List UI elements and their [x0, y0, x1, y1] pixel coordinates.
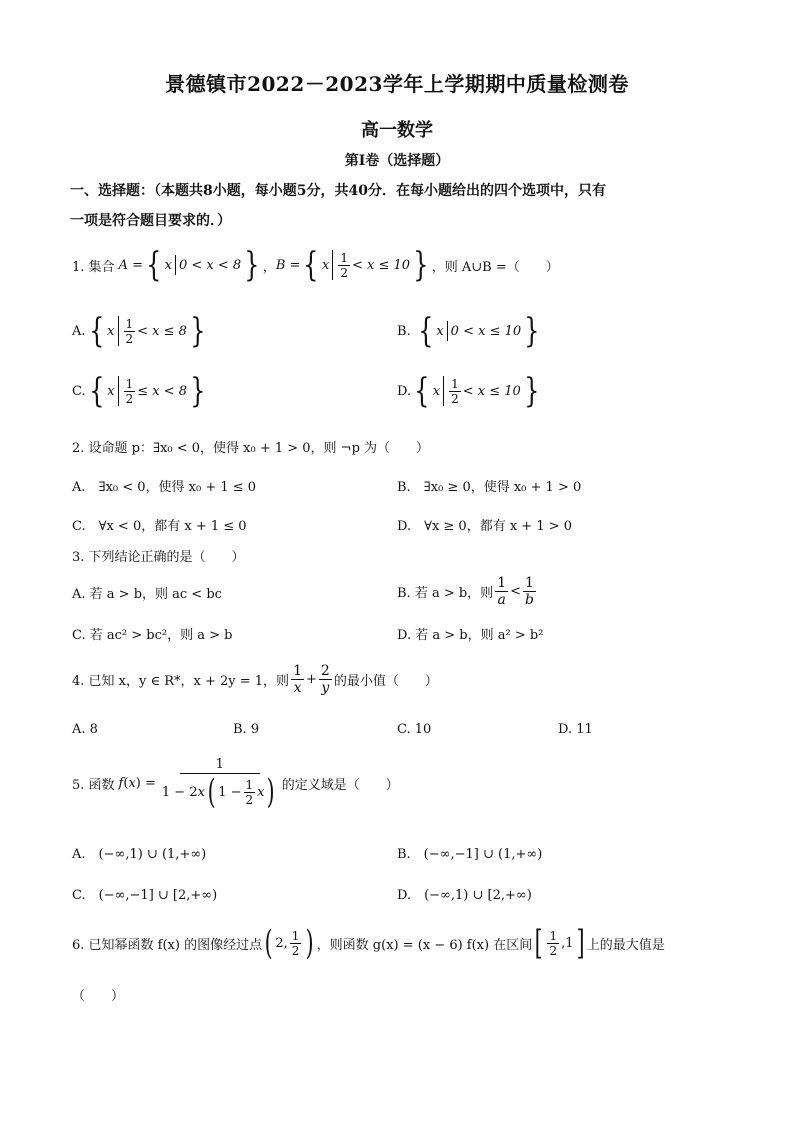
q6-text: 6. 已知幂函数 f(x) 的图像经过点 [72, 937, 263, 953]
q1-option-c-letter: C. [72, 383, 86, 399]
q6-text-mid: ，则函数 g(x) = (x − 6) f(x) 在区间 [316, 937, 533, 953]
q5-option-a: A. (−∞,1) ∪ (1,+∞) [72, 847, 207, 862]
q1-option-c-cond: ≤ x < 8 [137, 383, 188, 399]
question-3: 3. 下列结论正确的是（ ） [72, 550, 245, 565]
page-title: 景德镇市2022－2023学年上学期期中质量检测卷 [165, 72, 629, 96]
question-5: 5. 函数 f ( x ) = 1 1 − 2 x ( 1 − $\frac{1}{2}$ x ) 的定义域是（ ） [72, 757, 399, 812]
q4-text: 4. 已知 x，y ∈ R*，x + 2y = 1，则 [72, 674, 290, 689]
q6-answer-paren: （ ） [72, 989, 125, 1004]
q1-option-a-letter: A. [72, 323, 86, 339]
q1-option-d-letter: D. [397, 383, 412, 399]
q2-option-d: D. ∀x ≥ 0，都有 x + 1 > 0 [397, 519, 573, 534]
q4-option-b: B. 9 [233, 722, 260, 737]
q1-option-a: A. { x $\frac{1}{2}$ < x ≤ 8 } [72, 311, 206, 351]
q1-option-b: B. { x 0 < x ≤ 10 } [397, 311, 540, 351]
q1-option-d: D. { x $\frac{1}{2}$ < x ≤ 10 } [397, 371, 540, 411]
q3-option-d: D. 若 a > b，则 a² > b² [397, 628, 544, 643]
q5-text: 5. 函数 [72, 778, 115, 793]
q2-option-c: C. ∀x < 0，都有 x + 1 ≤ 0 [72, 519, 247, 534]
q5-option-d: D. (−∞,1) ∪ [2,+∞) [397, 888, 532, 903]
q2-option-b: B. ∃x₀ ≥ 0，使得 x₀ + 1 > 0 [397, 480, 582, 495]
q1-set-b-cond: < x ≤ 10 [352, 257, 411, 273]
q6-text-post: 上的最大值是 [586, 937, 665, 953]
question-4: 4. 已知 x，y ∈ R*，x + 2y = 1，则 $\frac{1}{x}$ + $\frac{2}{y}$ 的最小值（ ） [72, 663, 438, 696]
q3-option-b-text: B. 若 a > b，则 [397, 586, 494, 601]
page-subtitle: 高一数学 [361, 120, 433, 141]
q1-set-a-label: A = [118, 257, 143, 273]
q4-option-d: D. 11 [558, 722, 593, 737]
q1-option-b-letter: B. [397, 323, 411, 339]
q1-option-c: C. { x $\frac{1}{2}$ ≤ x < 8 } [72, 371, 206, 411]
q5-option-c: C. (−∞,−1] ∪ [2,+∞) [72, 888, 218, 903]
q1-option-a-cond: < x ≤ 8 [137, 323, 187, 339]
q5-text-post: 的定义域是（ ） [281, 778, 399, 793]
question-2: 2. 设命题 p：∃x₀ < 0，使得 x₀ + 1 > 0，则 ¬p 为（ ） [72, 441, 430, 456]
q1-number: 1. 集合 [72, 259, 115, 275]
q2-option-a: A. ∃x₀ < 0，使得 x₀ + 1 ≤ 0 [72, 480, 257, 495]
q1-option-b-cond: 0 < x ≤ 10 [450, 323, 522, 339]
q1-set-a-cond: 0 < x < 8 [178, 257, 242, 273]
q5-option-b: B. (−∞,−1] ∪ (1,+∞) [397, 847, 543, 862]
q4-option-a: A. 8 [72, 722, 98, 737]
section-heading [70, 176, 720, 236]
q3-option-b: B. 若 a > b，则 $\frac{1}{a}$ < $\frac{1}{b}$ [397, 575, 534, 608]
q1-tail: ，则 A∪B =（ ） [431, 259, 559, 275]
question-6: 6. 已知幂函数 f(x) 的图像经过点 ( 2, $\frac{1}{2}$ ) ，则函数 g(x) = (x − 6) f(x) 在区间 [ $\frac{1}{2}$ ,1 ] 上的最大值是 [72, 923, 665, 963]
q1-option-d-cond: < x ≤ 10 [462, 383, 521, 399]
q1-sep: ， [262, 259, 276, 275]
question-1: 1. 集合 A = { x 0 < x < 8 } ， B = { x $\frac{1}{2}$ < x ≤ 10 } ，则 A∪B =（ ） [72, 245, 559, 285]
q4-text-post: 的最小值（ ） [333, 674, 438, 689]
q4-option-c: C. 10 [397, 722, 432, 737]
section-line-1: 一、选择题：（本题共8小题，每小题5分，共40分．在每小题给出的四个选项中，只有 [70, 183, 606, 199]
q3-option-c: C. 若 ac² > bc²，则 a > b [72, 628, 233, 643]
q1-set-b-label: B = [275, 257, 301, 273]
q3-option-a: A. 若 a > b，则 ac < bc [72, 587, 222, 602]
section-line-2: 一项是符合题目要求的．） [70, 213, 231, 229]
part-heading: 第Ⅰ卷（选择题） [344, 153, 450, 169]
